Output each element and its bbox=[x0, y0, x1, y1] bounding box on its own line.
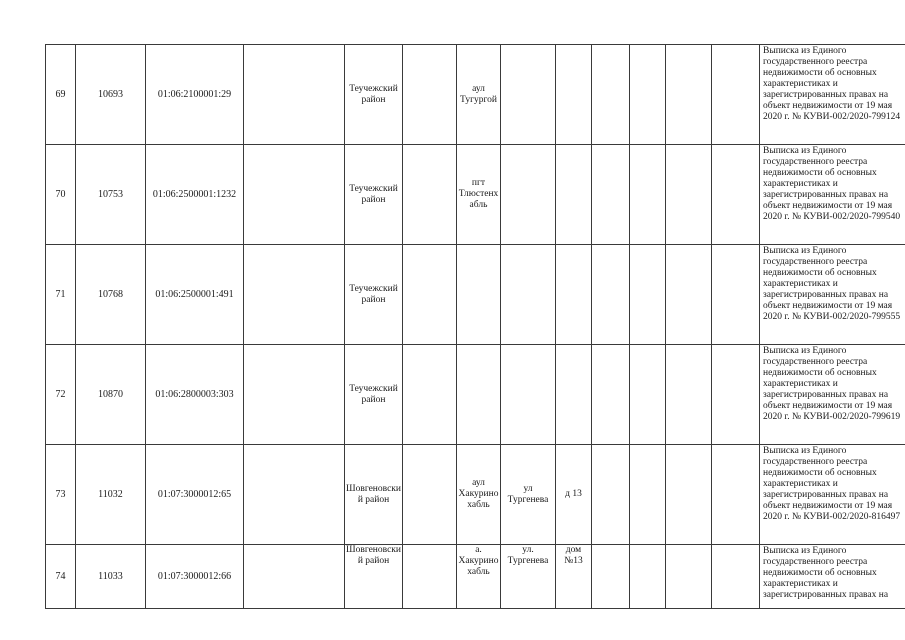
object-id: 11033 bbox=[76, 545, 146, 609]
settlement-cell bbox=[457, 245, 501, 345]
cadastral-number: 01:07:3000012:66 bbox=[146, 545, 244, 609]
empty-cell bbox=[403, 445, 457, 545]
empty-cell bbox=[630, 345, 666, 445]
document-reference: Выписка из Единого государственного реестра недвижимости об основных характеристиках и зарегистрированных правах на bbox=[760, 545, 905, 609]
settlement-cell: аул Хакуринохабль bbox=[457, 445, 501, 545]
object-id: 10753 bbox=[76, 145, 146, 245]
settlement-cell: аул Тугургой bbox=[457, 45, 501, 145]
house-cell bbox=[556, 245, 592, 345]
empty-cell bbox=[592, 345, 630, 445]
house-cell: д 13 bbox=[556, 445, 592, 545]
object-id: 11032 bbox=[76, 445, 146, 545]
empty-cell bbox=[712, 245, 760, 345]
street-cell: ул Тургенева bbox=[501, 445, 556, 545]
table-row bbox=[46, 545, 905, 609]
empty-cell bbox=[403, 345, 457, 445]
district-cell: Теучежский район bbox=[345, 45, 403, 145]
street-cell bbox=[501, 45, 556, 145]
empty-cell bbox=[712, 145, 760, 245]
empty-cell bbox=[666, 445, 712, 545]
empty-cell bbox=[592, 245, 630, 345]
empty-cell bbox=[403, 45, 457, 145]
document-reference: Выписка из Единого государственного реестра недвижимости об основных характеристиках и зарегистрированных правах на объект недвижимости от 19 мая 2020 г. № КУВИ-002/2020-799619 bbox=[760, 345, 905, 445]
object-id: 10693 bbox=[76, 45, 146, 145]
settlement-cell: пгт Тлюстенхабль bbox=[457, 145, 501, 245]
empty-cell bbox=[244, 445, 345, 545]
row-number: 71 bbox=[46, 245, 76, 345]
table-row bbox=[46, 45, 905, 145]
property-registry-table bbox=[45, 44, 905, 609]
empty-cell bbox=[592, 445, 630, 545]
row-number: 70 bbox=[46, 145, 76, 245]
empty-cell bbox=[403, 145, 457, 245]
empty-cell bbox=[630, 545, 666, 609]
street-cell: ул. Тургенева bbox=[501, 545, 556, 609]
district-cell: Шовгеновский район bbox=[345, 545, 403, 609]
house-cell bbox=[556, 145, 592, 245]
street-cell bbox=[501, 345, 556, 445]
house-cell bbox=[556, 45, 592, 145]
empty-cell bbox=[630, 145, 666, 245]
street-cell bbox=[501, 145, 556, 245]
empty-cell bbox=[403, 545, 457, 609]
cadastral-number: 01:06:2500001:1232 bbox=[146, 145, 244, 245]
settlement-cell: а. Хакуринохабль bbox=[457, 545, 501, 609]
house-cell bbox=[556, 345, 592, 445]
empty-cell bbox=[244, 145, 345, 245]
row-number: 74 bbox=[46, 545, 76, 609]
empty-cell bbox=[666, 345, 712, 445]
empty-cell bbox=[630, 245, 666, 345]
empty-cell bbox=[244, 45, 345, 145]
street-cell bbox=[501, 245, 556, 345]
empty-cell bbox=[244, 545, 345, 609]
empty-cell bbox=[403, 245, 457, 345]
cadastral-number: 01:06:2500001:491 bbox=[146, 245, 244, 345]
document-reference: Выписка из Единого государственного реестра недвижимости об основных характеристиках и зарегистрированных правах на объект недвижимости от 19 мая 2020 г. № КУВИ-002/2020-799124 bbox=[760, 45, 905, 145]
empty-cell bbox=[712, 345, 760, 445]
empty-cell bbox=[666, 545, 712, 609]
empty-cell bbox=[666, 145, 712, 245]
table-row bbox=[46, 345, 905, 445]
table-row bbox=[46, 145, 905, 245]
row-number: 69 bbox=[46, 45, 76, 145]
empty-cell bbox=[244, 345, 345, 445]
empty-cell bbox=[592, 145, 630, 245]
district-cell: Шовгеновский район bbox=[345, 445, 403, 545]
district-cell: Теучежский район bbox=[345, 145, 403, 245]
document-reference: Выписка из Единого государственного реестра недвижимости об основных характеристиках и зарегистрированных правах на объект недвижимости от 19 мая 2020 г. № КУВИ-002/2020-799555 bbox=[760, 245, 905, 345]
document-reference: Выписка из Единого государственного реестра недвижимости об основных характеристиках и зарегистрированных правах на объект недвижимости от 19 мая 2020 г. № КУВИ-002/2020-816497 bbox=[760, 445, 905, 545]
house-cell: дом №13 bbox=[556, 545, 592, 609]
empty-cell bbox=[592, 45, 630, 145]
row-number: 72 bbox=[46, 345, 76, 445]
empty-cell bbox=[712, 545, 760, 609]
cadastral-number: 01:06:2800003:303 bbox=[146, 345, 244, 445]
table-row bbox=[46, 245, 905, 345]
cadastral-number: 01:07:3000012:65 bbox=[146, 445, 244, 545]
empty-cell bbox=[712, 445, 760, 545]
district-cell: Теучежский район bbox=[345, 245, 403, 345]
settlement-cell bbox=[457, 345, 501, 445]
empty-cell bbox=[666, 45, 712, 145]
empty-cell bbox=[244, 245, 345, 345]
district-cell: Теучежский район bbox=[345, 345, 403, 445]
empty-cell bbox=[712, 45, 760, 145]
object-id: 10870 bbox=[76, 345, 146, 445]
empty-cell bbox=[630, 45, 666, 145]
empty-cell bbox=[666, 245, 712, 345]
table-row bbox=[46, 445, 905, 545]
object-id: 10768 bbox=[76, 245, 146, 345]
cadastral-number: 01:06:2100001:29 bbox=[146, 45, 244, 145]
empty-cell bbox=[592, 545, 630, 609]
document-reference: Выписка из Единого государственного реестра недвижимости об основных характеристиках и зарегистрированных правах на объект недвижимости от 19 мая 2020 г. № КУВИ-002/2020-799540 bbox=[760, 145, 905, 245]
row-number: 73 bbox=[46, 445, 76, 545]
empty-cell bbox=[630, 445, 666, 545]
